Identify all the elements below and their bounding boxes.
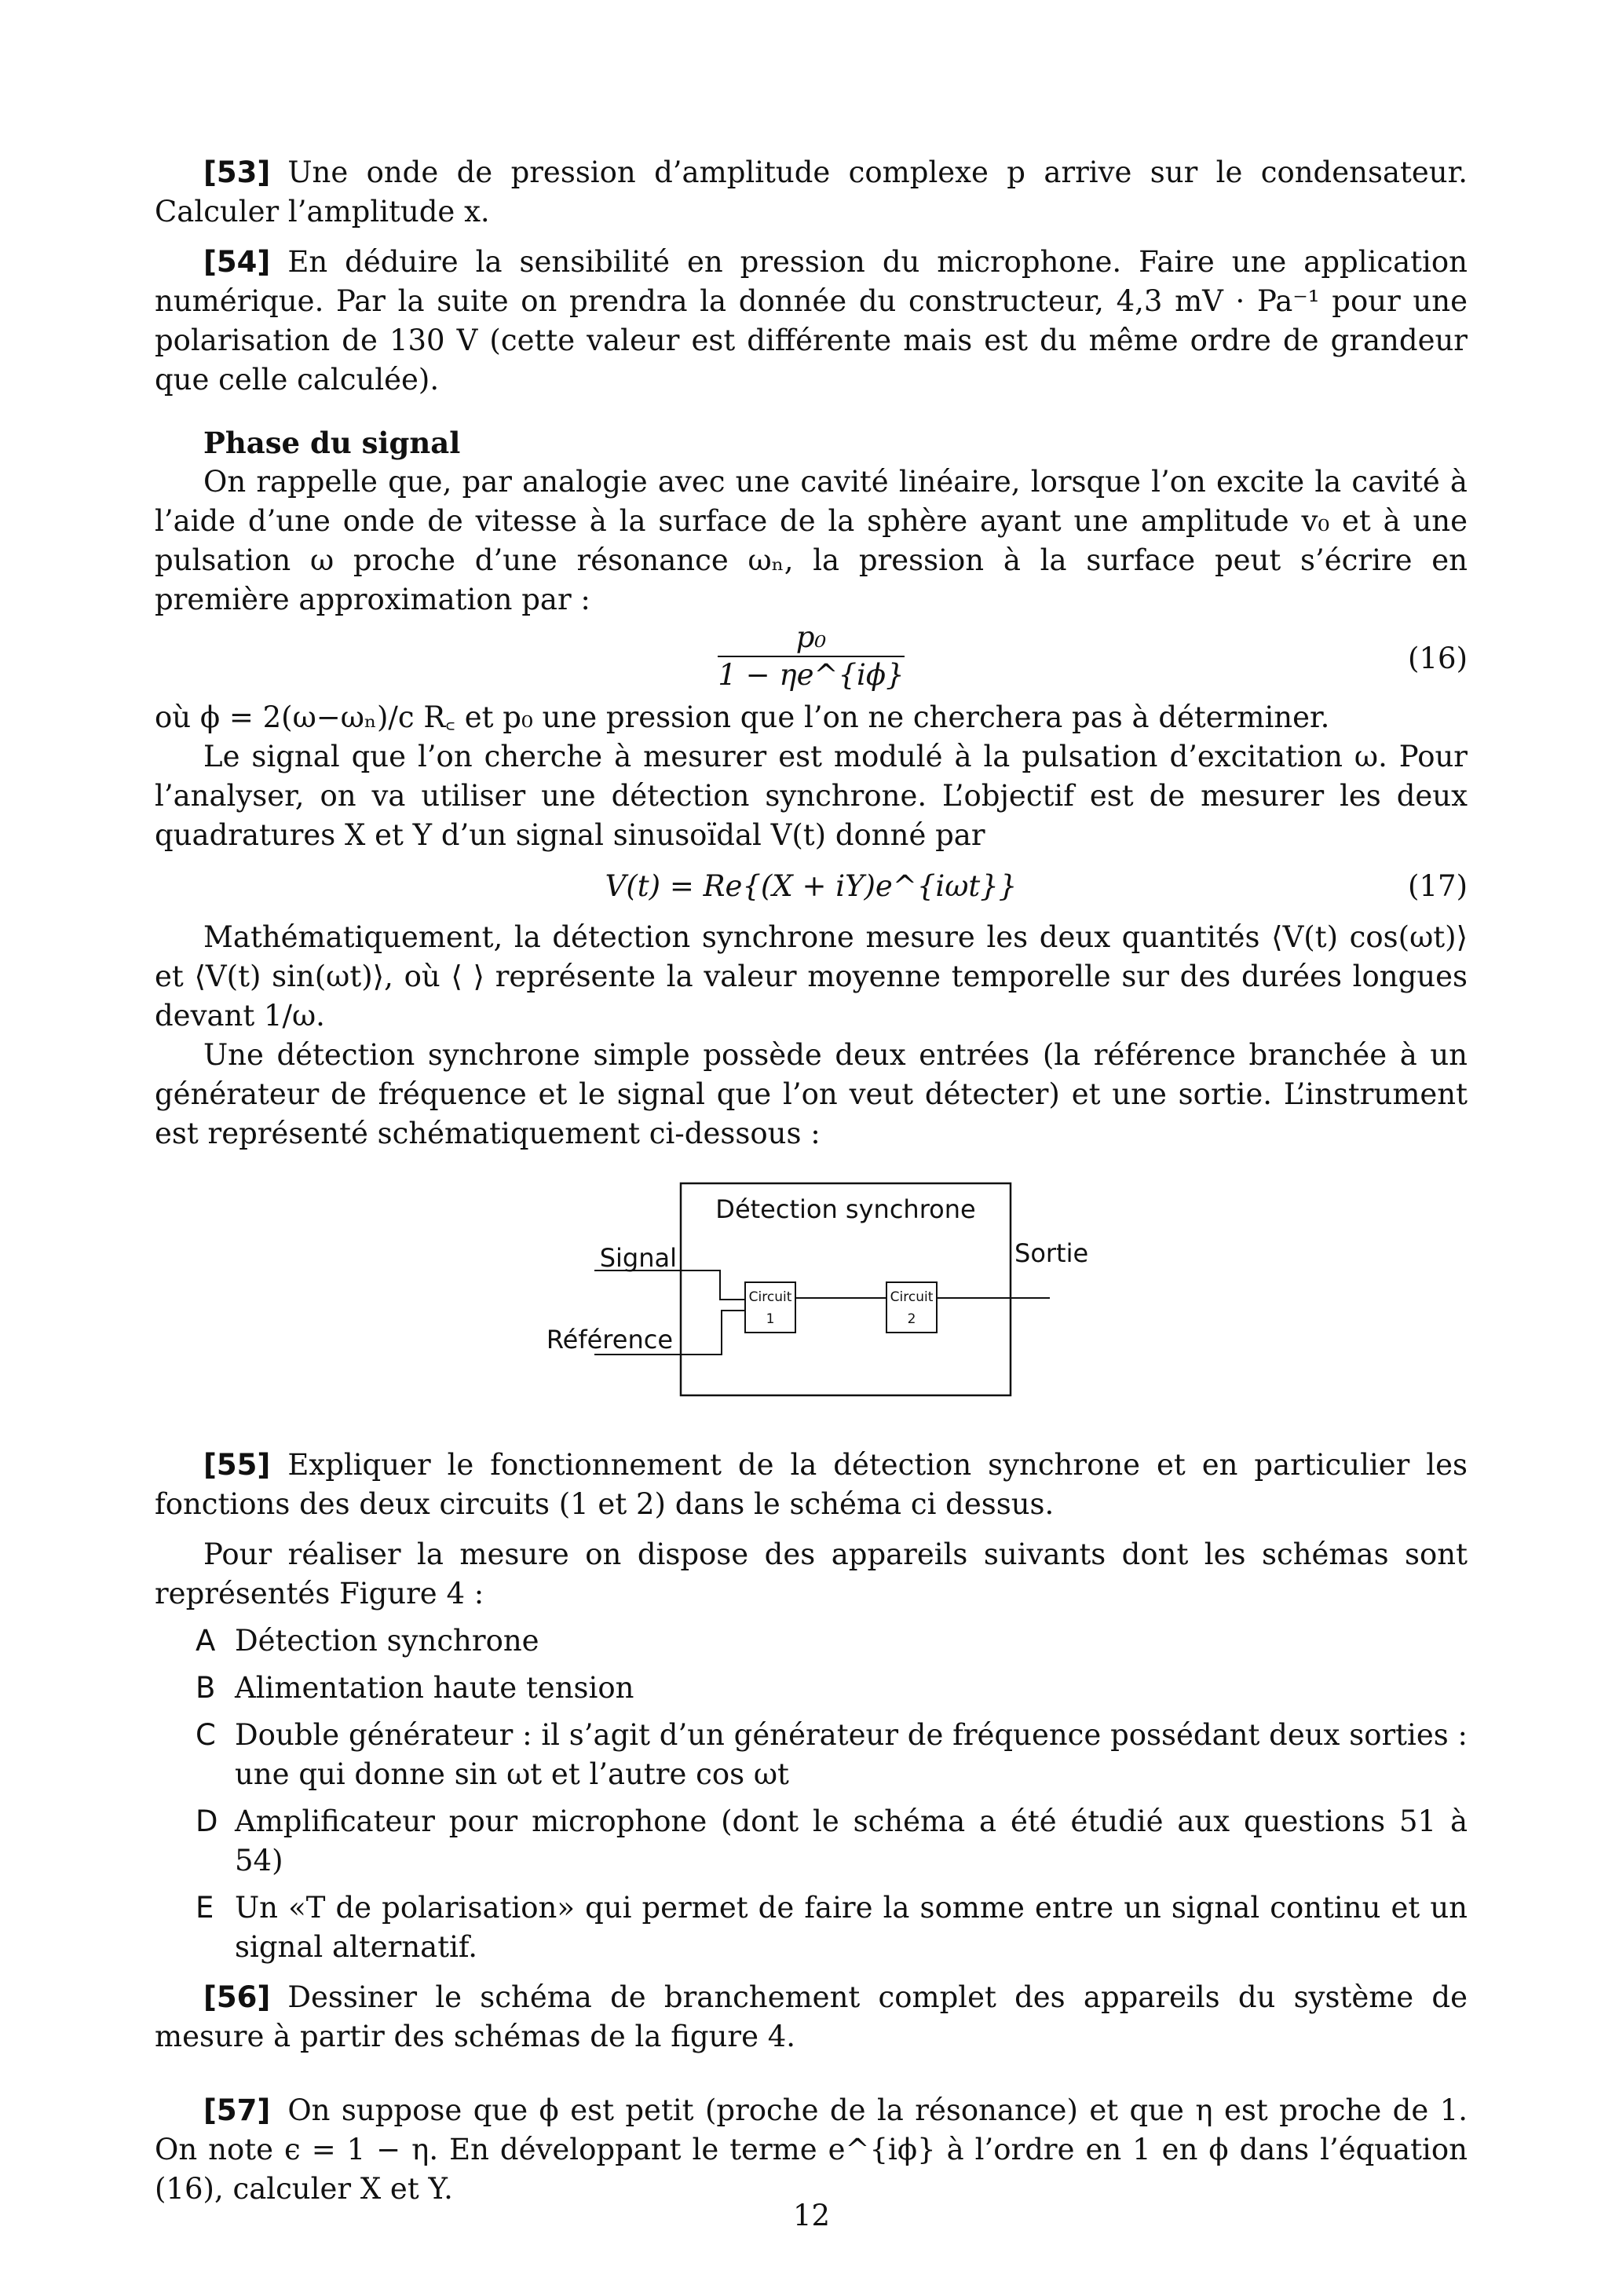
output-label: Sortie	[1014, 1238, 1089, 1268]
equation-number: (16)	[1408, 642, 1468, 675]
list-letter: A	[196, 1624, 216, 1658]
reference-label: Référence	[546, 1325, 673, 1355]
synchronous-detection-diagram	[155, 1166, 1468, 1425]
circuit-1-number: 1	[766, 1311, 775, 1327]
fraction-denominator: 1 − ηe^{iϕ}	[718, 658, 905, 692]
list-text: Double générateur : il s’agit d’un générateur de fréquence possédant deux sorties : une qui donne sin ωt et l’autre cos ωt	[235, 1718, 1468, 1791]
question-number: [57]	[203, 2093, 271, 2127]
question-number: [56]	[203, 1980, 271, 2014]
signal-wire	[594, 1270, 745, 1300]
signal-label: Signal	[599, 1243, 677, 1273]
list-text: Un «T de polarisation» qui permet de faire la somme entre un signal continu et un signal alternatif.	[235, 1891, 1468, 1964]
circuit-1-label: Circuit	[748, 1289, 792, 1305]
list-text: Alimentation haute tension	[235, 1671, 634, 1705]
paragraph-math: Mathématiquement, la détection synchrone mesure les deux quantités ⟨V(t) cos(ωt)⟩ et ⟨V(t) sin(ωt)⟩, où ⟨ ⟩ représente la valeur moyenne temporelle sur des durées longues devant 1/ω.	[155, 920, 1468, 1033]
list-text: Détection synchrone	[235, 1624, 539, 1658]
circuit-2-label: Circuit	[890, 1289, 934, 1305]
circuit-2-number: 2	[907, 1311, 916, 1327]
equation-16	[155, 620, 1468, 698]
equation-17	[155, 855, 1468, 918]
list-item	[155, 1669, 1468, 1708]
question-text: On suppose que ϕ est petit (proche de la résonance) et que η est proche de 1. On note ϵ = 1 − η. En développant le terme e^{iϕ} à l’ordre en 1 en ϕ dans l’équation (16), calculer X et Y.	[155, 2093, 1468, 2206]
list-letter: B	[196, 1671, 216, 1705]
question-text: Une onde de pression d’amplitude complexe p arrive sur le condensateur. Calculer l’amplitude x.	[155, 155, 1468, 229]
question-text: Expliquer le fonctionnement de la détection synchrone et en particulier les fonctions des deux circuits (1 et 2) dans le schéma ci dessus.	[155, 1448, 1468, 1521]
question-number: [53]	[203, 155, 271, 189]
page-content	[155, 153, 1468, 2209]
paragraph-rappel: On rappelle que, par analogie avec une cavité linéaire, lorsque l’on excite la cavité à l’aide d’une onde de vitesse à la surface de la sphère ayant une amplitude v₀ et à une pulsation ω proche d’une résonance ωₙ, la pression à la surface peut s’écrire en première approximation par :	[155, 465, 1468, 616]
fraction-numerator: p₀	[718, 620, 904, 657]
paragraph-ou: où ϕ = 2(ω−ωₙ)/c R꜀ et p₀ une pression que l’on ne cherchera pas à déterminer.	[155, 700, 1330, 734]
list-item	[155, 1888, 1468, 1967]
equation-expression: V(t) = Re{(X + iY)e^{iωt}}	[605, 869, 1018, 903]
question-number: [54]	[203, 245, 271, 279]
question-57	[155, 2091, 1468, 2209]
list-item	[155, 1802, 1468, 1881]
diagram-title: Détection synchrone	[715, 1194, 976, 1224]
equation-fraction	[718, 620, 904, 693]
question-55	[155, 1446, 1468, 1524]
question-text: Dessiner le schéma de branchement complet des appareils du système de mesure à partir des schémas de la figure 4.	[155, 1980, 1468, 2053]
section-title: Phase du signal	[203, 426, 461, 460]
list-item	[155, 1621, 1468, 1661]
page-number: 12	[792, 2199, 831, 2232]
list-text: Amplificateur pour microphone (dont le schéma a été étudié aux questions 51 à 54)	[235, 1804, 1468, 1877]
device-list	[155, 1621, 1468, 1967]
diagram-svg	[155, 1166, 1468, 1425]
list-letter: C	[196, 1718, 216, 1752]
paragraph-appareils: Pour réaliser la mesure on dispose des appareils suivants dont les schémas sont représentés Figure 4 :	[155, 1537, 1468, 1610]
list-letter: E	[196, 1891, 214, 1925]
question-53	[155, 153, 1468, 232]
question-number: [55]	[203, 1448, 271, 1482]
question-56	[155, 1978, 1468, 2057]
list-item	[155, 1716, 1468, 1794]
equation-number: (17)	[1408, 869, 1468, 903]
list-letter: D	[196, 1804, 218, 1838]
paragraph-signal: Le signal que l’on cherche à mesurer est modulé à la pulsation d’excitation ω. Pour l’analyser, on va utiliser une détection synchrone. L’objectif est de mesurer les deux quadratures X et Y d’un signal sinusoïdal V(t) donné par	[155, 740, 1468, 852]
question-text: En déduire la sensibilité en pression du microphone. Faire une application numérique. Par la suite on prendra la donnée du constructeur, 4,3 mV · Pa⁻¹ pour une polarisation de 130 V (cette valeur est différente mais est du même ordre de grandeur que celle calculée).	[155, 245, 1468, 397]
question-54	[155, 243, 1468, 400]
paragraph-detection: Une détection synchrone simple possède deux entrées (la référence branchée à un générateur de fréquence et le signal que l’on veut détecter) et une sortie. L’instrument est représenté schématiquement ci-dessous :	[155, 1038, 1468, 1150]
